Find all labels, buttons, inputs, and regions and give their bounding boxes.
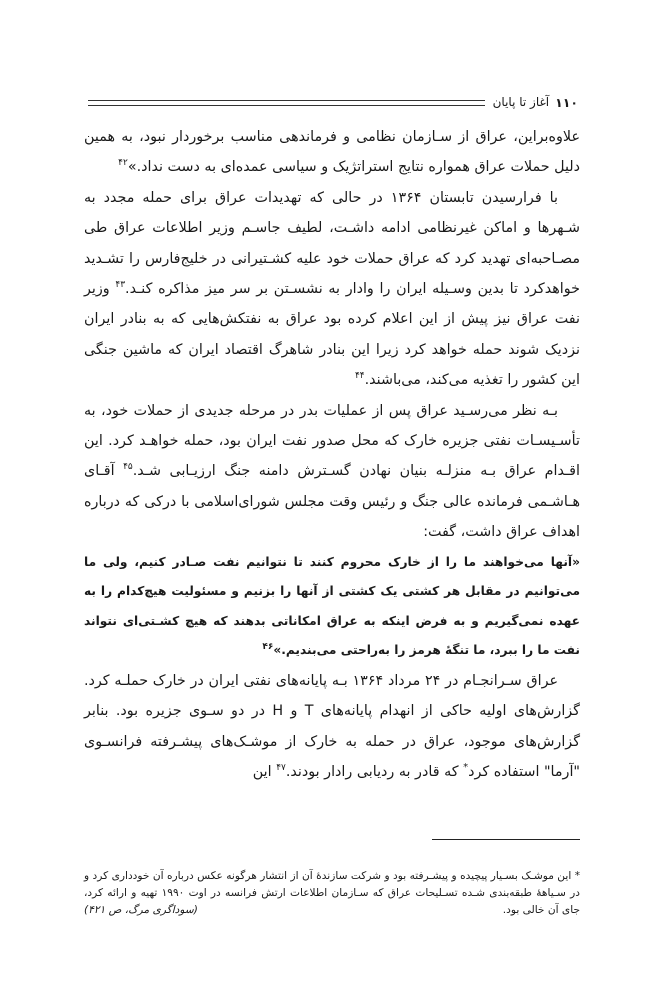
footnote-separator xyxy=(432,839,580,840)
footnote-ref-47: ۴۷ xyxy=(276,763,286,774)
paragraph-1-text: علاوه‌براین، عراق از سـازمان نظامی و فرماندهی مناسب برخوردار نبود، به همین دلیل حملات عراق همواره نتایج استراتژیک و سیاسی عمده‌ای به دست نداد.» xyxy=(84,129,580,176)
footnote-mark-asterisk: * xyxy=(463,762,469,774)
running-header xyxy=(88,94,578,110)
paragraph-4-text-c: این xyxy=(252,763,277,780)
paragraph-2-text-b: وزیر نفت عراق نیز پیش از این اعلام کرده بود عراق به نفتکش‌هایی که به بنادر ایران نزدیک شوند حمله خواهد کرد زیرا این بنادر شاهرگ اقتصاد ایران که ماشین جنگی این کشور را تغذیه می‌کند، می‌باشند. xyxy=(84,281,580,389)
footnote-ref-45: ۴۵ xyxy=(123,462,133,473)
footnote-ref-46: ۴۶ xyxy=(262,642,274,653)
footnote-source: (سوداگری مرگ، ص ۴۲۱) xyxy=(84,904,198,916)
block-quote xyxy=(84,548,580,666)
footnote-ref-42: ۴۲ xyxy=(118,158,128,169)
paragraph-2 xyxy=(84,183,580,396)
paragraph-1 xyxy=(84,122,580,183)
paragraph-3-text-b: آقـای هـاشـمی فرمانده عالی جنگ و رئیس وقت مجلس شورای‌اسلامی با درکی که درباره اهداف عراق داشت، گفت: xyxy=(84,463,580,541)
paragraph-4-text-a: عراق سـرانجـام در ۲۴ مرداد ۱۳۶۴ بـه پایانه‌های نفتی ایران در خارک حملـه کرد. گزارش‌های اولیه حاکی از انهدام پایانه‌های T و H در دو سـوی جزیره بود. بنابر گزارش‌های موجود، عراق در حمله به خارک از موشـک‌های پیشـرفته فرانسـوی "آرما" استفاده کرد xyxy=(84,672,580,780)
paragraph-3 xyxy=(84,396,580,548)
footnote-text: این موشـک بسـیار پیچیده و پیشـرفته بود و شرکت سازندهٔ آن از انتشار هرگونه عکس درباره آن خودداری کرد و در سـیاههٔ طبقه‌بندی شـده تسـلیحات عراق که سـازمان اطلاعات ارتش فرانسه در اوت ۱۹۹۰ تهیه و ارائه کرد، جای آن خالی بود. xyxy=(84,870,580,916)
footnote-mark: * xyxy=(574,870,580,882)
footnote-ref-44: ۴۴ xyxy=(354,371,365,382)
paragraph-4 xyxy=(84,666,580,788)
body-text xyxy=(84,122,580,787)
header-rule xyxy=(88,100,485,106)
paragraph-3-text-a: بـه نظر می‌رسـید عراق پس از عملیات بدر در مرحله جدیدی از حملات خود، به تأسـیسـات نفتی جزیره خارک که محل صدور نفت ایران بود، حمله خواهـد کرد. این اقـدام عراق بـه منزلـه بنیان نهادن گسـترش دامنه جنگ ارزیـابی شـد. xyxy=(84,402,580,480)
footnote-ref-43: ۴۳ xyxy=(115,280,126,291)
page-number: ۱۱۰ xyxy=(555,94,578,110)
paragraph-2-text-a: با فرارسیدن تابستان ۱۳۶۴ در حالی که تهدیدات عراق برای حمله مجدد به شـهرها و اماکن غیرنظامی ادامه داشـت، لطیف جاسـم وزیر اطلاعات عراق طی مصـاحبه‌ای تهدید کرد که عراق حملات خود علیه کشـتیرانی در خلیج‌فارس را تشـدید خواهدکرد تا بدین وسـیله ایران را وادار به نشسـتن بر سر میز مذاکره کنـد. xyxy=(84,189,580,298)
footnote xyxy=(84,868,580,919)
running-header-title: آغاز تا پایان xyxy=(492,95,550,109)
block-quote-text: «آنها می‌خواهند ما را از خارک محروم کنند تا نتوانیم نفت صـادر کنیم، ولی ما می‌توانیم در مقابل هر کشتی یک کشتی از آنها را بزنیم و مسئولیت هیچ‌کدام را به عهده نمی‌گیریم و به فرض اینکه به عراق امکاناتی بدهند که هیچ کشـتی‌ای نتواند نفت ما را ببرد، ما تنگهٔ هرمز را به‌راحتی می‌بندیم.» xyxy=(84,554,580,658)
paragraph-4-text-b: که قادر به ردیابی رادار بودند. xyxy=(285,763,464,780)
